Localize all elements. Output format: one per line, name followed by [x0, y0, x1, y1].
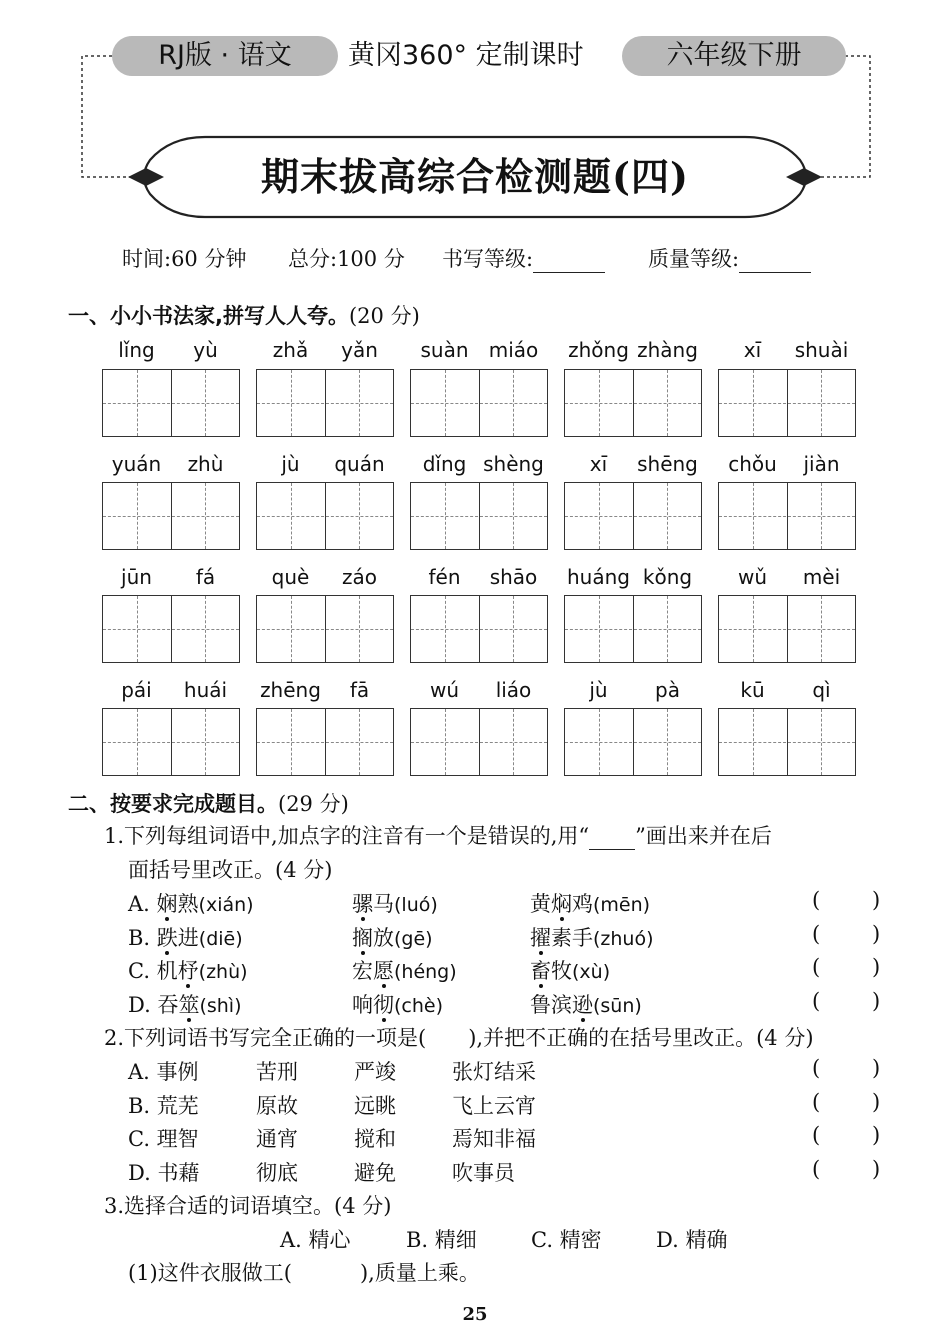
q1-option-item [352, 989, 443, 1019]
pinyin-label: fā [349, 678, 370, 702]
q1-text-a: 1.下列每组词语中,加点字的注音有一个是错误的,用“ [104, 824, 590, 848]
dotted-char: 娴 [156, 892, 178, 916]
pinyin-label: yǎn [341, 338, 378, 362]
writing-grade-label: 书写等级: [442, 247, 534, 271]
dotted-char: 焖 [551, 892, 572, 916]
option-text: B. [128, 926, 157, 950]
writing-box[interactable] [718, 595, 856, 663]
option-text: 鸡 [572, 892, 593, 916]
q2-option-word: 通宵 [256, 1127, 298, 1151]
writing-box[interactable] [256, 595, 394, 663]
q1-underline-sample [589, 829, 635, 850]
pinyin-label: liáo [495, 678, 532, 702]
q1-option-item [352, 888, 438, 918]
q2-option-word: 吹事员 [452, 1161, 515, 1185]
pinyin-label: qì [812, 678, 831, 702]
pinyin-label: jūn [121, 565, 152, 589]
q1-text-b: ”画出来并在后 [635, 824, 772, 848]
q2-option-word: 张灯结采 [452, 1060, 536, 1084]
writing-box[interactable] [564, 482, 702, 550]
writing-box[interactable] [564, 595, 702, 663]
q2-option-word: D. 书藉 [128, 1161, 200, 1185]
section1-heading [68, 300, 420, 330]
pinyin-annotation: (chè) [394, 995, 444, 1017]
answer-parentheses: ( ) [812, 888, 881, 912]
writing-box[interactable] [256, 708, 394, 776]
option-text: D. 吞 [128, 993, 179, 1017]
q2-option-word: A. 事例 [128, 1060, 199, 1084]
q3-line1: 3.选择合适的词语填空。(4 分) [104, 1194, 392, 1218]
dotted-char: 搁 [352, 926, 373, 950]
q2-option-word: 苦刑 [256, 1060, 298, 1084]
total-score-label: 总分:100 分 [288, 247, 405, 271]
pinyin-annotation: (mēn) [593, 894, 651, 916]
dotted-char: 杼 [177, 959, 199, 983]
q1-line1 [104, 820, 772, 850]
option-text: 马 [373, 892, 394, 916]
pinyin-label: jù [589, 678, 608, 702]
q3-sub1-text-b: ),质量上乘。 [359, 1261, 480, 1285]
pinyin-label: chǒu [728, 452, 777, 476]
answer-parentheses: ( ) [812, 1123, 881, 1147]
writing-box[interactable] [102, 369, 240, 437]
option-text: C. 机 [128, 959, 178, 983]
pinyin-label: miáo [488, 338, 539, 362]
writing-box[interactable] [410, 369, 548, 437]
quality-grade-field [648, 243, 811, 273]
q3-choice: C. 精密 [531, 1228, 602, 1252]
pinyin-annotation: (zhù) [198, 961, 248, 983]
pinyin-label: kū [740, 678, 765, 702]
pinyin-label: shāo [489, 565, 538, 589]
q1-option-item [530, 989, 642, 1019]
q1-option-item [352, 922, 433, 952]
pinyin-annotation: (zhuó) [593, 928, 654, 950]
option-text: 宏 [352, 959, 373, 983]
pinyin-label: suàn [420, 338, 469, 362]
pinyin-label: wú [429, 678, 460, 702]
pinyin-label: xī [589, 452, 608, 476]
writing-box[interactable] [718, 482, 856, 550]
q2-option-word: 飞上云宵 [452, 1094, 536, 1118]
pinyin-label: pà [655, 678, 680, 702]
dotted-char: 骡 [352, 892, 373, 916]
pinyin-label: shèng [483, 452, 544, 476]
pinyin-label: què [271, 565, 310, 589]
time-label: 时间:60 分钟 [122, 247, 247, 271]
q2-option-word: 彻底 [256, 1161, 298, 1185]
pinyin-label: zhàng [637, 338, 698, 362]
pinyin-label: lǐng [118, 338, 155, 362]
pinyin-annotation: (xián) [198, 894, 254, 916]
section1-points: (20 分) [348, 304, 420, 328]
writing-box[interactable] [256, 369, 394, 437]
writing-box[interactable] [718, 369, 856, 437]
dotted-char: 愿 [373, 959, 394, 983]
q2-option-word: 远眺 [354, 1094, 396, 1118]
q2-option-word: 焉知非福 [452, 1127, 536, 1151]
pinyin-label: fén [428, 565, 461, 589]
pinyin-annotation: (diē) [198, 928, 243, 950]
section2-points: (29 分) [278, 792, 349, 816]
writing-box[interactable] [256, 482, 394, 550]
dotted-char: 逊 [572, 993, 593, 1017]
q2-option-word: C. 理智 [128, 1127, 199, 1151]
pinyin-annotation: (sūn) [593, 995, 642, 1017]
q2-option-word: B. 荒芜 [128, 1094, 199, 1118]
pinyin-label: mèi [802, 565, 841, 589]
writing-grade-field [442, 243, 605, 273]
section2-title: 二、按要求完成题目。 [68, 792, 278, 816]
option-text: 响 [352, 993, 373, 1017]
pinyin-label: huái [183, 678, 228, 702]
pinyin-label: quán [334, 452, 385, 476]
page-number: 25 [462, 1304, 488, 1325]
pinyin-label: jù [281, 452, 300, 476]
option-text: 黄 [530, 892, 551, 916]
quality-grade-label: 质量等级: [648, 247, 740, 271]
q1-option-item [128, 888, 254, 918]
q1-line2: 面括号里改正。(4 分) [128, 858, 333, 882]
pinyin-label: huáng [567, 565, 630, 589]
q1-option-item [128, 922, 243, 952]
pinyin-label: pái [121, 678, 152, 702]
answer-parentheses: ( ) [812, 989, 881, 1013]
pinyin-annotation: (shì) [199, 995, 242, 1017]
option-text: 鲁滨 [530, 993, 572, 1017]
option-text: 牧 [551, 959, 572, 983]
q2-option-word: 原故 [256, 1094, 298, 1118]
quality-grade-blank [739, 250, 811, 273]
pinyin-annotation: (xù) [572, 961, 611, 983]
pinyin-label: dǐng [422, 452, 467, 476]
pinyin-label: záo [342, 565, 377, 589]
q1-option-item [128, 989, 242, 1019]
option-text: 熟 [177, 892, 199, 916]
writing-box[interactable] [410, 595, 548, 663]
pinyin-label: xī [743, 338, 762, 362]
q2-option-word: 严竣 [354, 1060, 396, 1084]
q2-text-a: 2.下列词语书写完全正确的一项是( [104, 1026, 427, 1050]
pinyin-annotation: (luó) [394, 894, 438, 916]
answer-parentheses: ( ) [812, 1056, 881, 1080]
writing-box[interactable] [410, 482, 548, 550]
edition-badge: RJ版 · 语文 [112, 36, 338, 76]
answer-parentheses: ( ) [812, 1090, 881, 1114]
q3-choice: A. 精心 [280, 1228, 351, 1252]
q3-sub1 [128, 1257, 480, 1287]
pinyin-label: yù [193, 338, 218, 362]
dotted-char: 畜 [530, 959, 551, 983]
option-text: A. [128, 892, 157, 916]
page-title: 期末拔高综合检测题(四) [261, 154, 689, 199]
pinyin-label: kǒng [642, 565, 693, 589]
writing-box[interactable] [564, 369, 702, 437]
writing-grade-blank [533, 250, 605, 273]
q1-option-item [352, 955, 457, 985]
pinyin-label: shēng [637, 452, 698, 476]
dotted-char: 筮 [178, 993, 200, 1017]
option-text: 素手 [551, 926, 593, 950]
writing-box[interactable] [102, 708, 240, 776]
answer-parentheses: ( ) [812, 955, 881, 979]
q1-option-item [530, 922, 654, 952]
grade-badge: 六年级下册 [622, 36, 846, 76]
option-text: 进 [177, 926, 199, 950]
dotted-char: 跌 [156, 926, 178, 950]
q2-option-word: 避免 [354, 1161, 396, 1185]
pinyin-label: zhǎ [272, 338, 309, 362]
dotted-char: 擢 [530, 926, 551, 950]
pinyin-label: jiàn [803, 452, 840, 476]
writing-box[interactable] [410, 708, 548, 776]
q1-option-item [128, 955, 248, 985]
pinyin-label: wǔ [737, 565, 768, 589]
q2-line1 [104, 1022, 814, 1052]
q3-choice: D. 精确 [656, 1228, 728, 1252]
pinyin-annotation: (gē) [394, 928, 433, 950]
writing-box[interactable] [718, 708, 856, 776]
pinyin-label: shuài [794, 338, 849, 362]
section1-title: 一、小小书法家,拼写人人夸。 [68, 304, 349, 328]
q3-choice: B. 精细 [406, 1228, 477, 1252]
pinyin-label: zhǒng [568, 338, 629, 362]
dotted-char: 彻 [373, 993, 394, 1017]
q1-option-item [530, 888, 650, 918]
pinyin-label: zhēng [260, 678, 321, 702]
section2-heading [68, 788, 349, 818]
answer-parentheses: ( ) [812, 922, 881, 946]
writing-box[interactable] [102, 595, 240, 663]
q3-sub1-text-a: (1)这件衣服做工( [128, 1261, 292, 1285]
writing-box[interactable] [564, 708, 702, 776]
q2-text-b: ),并把不正确的在括号里改正。(4 分) [468, 1026, 814, 1050]
pinyin-label: yuán [111, 452, 162, 476]
pinyin-label: zhù [187, 452, 224, 476]
writing-box[interactable] [102, 482, 240, 550]
q1-option-item [530, 955, 610, 985]
q2-option-word: 搅和 [354, 1127, 396, 1151]
pinyin-annotation: (héng) [394, 961, 457, 983]
option-text: 放 [373, 926, 394, 950]
answer-parentheses: ( ) [812, 1157, 881, 1181]
brand-label: 黄冈360° 定制课时 [348, 40, 584, 71]
pinyin-label: fá [195, 565, 216, 589]
